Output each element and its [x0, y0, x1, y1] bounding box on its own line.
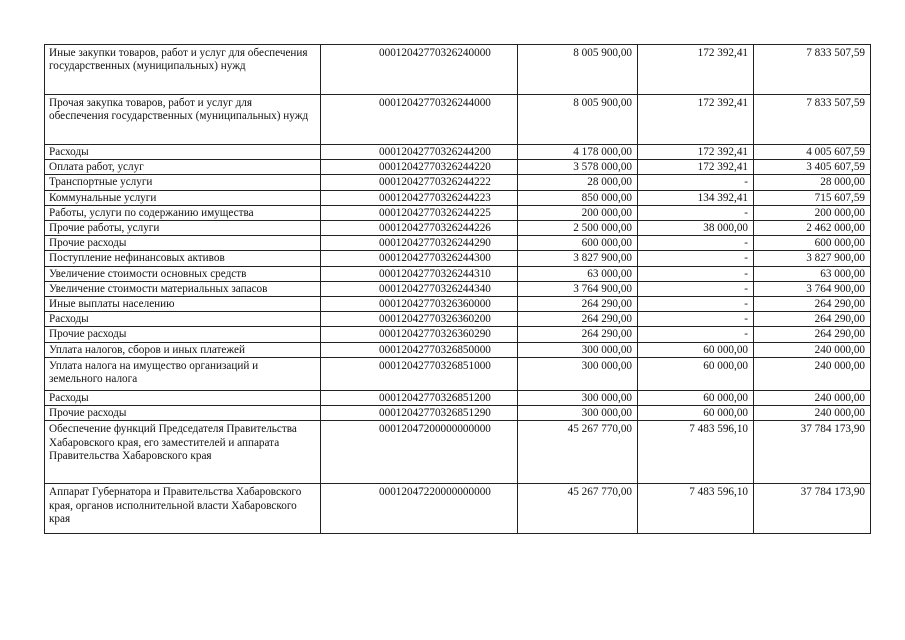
table-row — [45, 95, 871, 145]
row-approved-amount-cell: 8 005 900,00 — [518, 45, 638, 95]
row-approved-amount-cell: 3 764 900,00 — [518, 281, 638, 296]
row-code-cell: 00012042770326244200 — [321, 145, 518, 160]
row-approved-amount-cell: 45 267 770,00 — [518, 484, 638, 534]
table-row — [45, 390, 871, 405]
row-name-cell: Аппарат Губернатора и Правительства Хабаровского края, органов исполнительной власти Хабаровского края — [45, 484, 321, 534]
row-name-cell: Расходы — [45, 145, 321, 160]
row-unexecuted-amount-cell: 600 000,00 — [754, 236, 871, 251]
row-name-cell: Иные закупки товаров, работ и услуг для обеспечения государственных (муниципальных) нужд — [45, 45, 321, 95]
row-executed-amount-cell: 60 000,00 — [638, 357, 754, 390]
row-executed-amount-cell: 38 000,00 — [638, 221, 754, 236]
table-row — [45, 221, 871, 236]
table-row — [45, 342, 871, 357]
row-unexecuted-amount-cell: 3 827 900,00 — [754, 251, 871, 266]
row-code-cell: 00012042770326244300 — [321, 251, 518, 266]
row-code-cell: 00012042770326244220 — [321, 160, 518, 175]
row-code-cell: 00012042770326244000 — [321, 95, 518, 145]
row-unexecuted-amount-cell: 3 764 900,00 — [754, 281, 871, 296]
row-executed-amount-cell: - — [638, 297, 754, 312]
row-name-cell: Поступление нефинансовых активов — [45, 251, 321, 266]
row-approved-amount-cell: 264 290,00 — [518, 312, 638, 327]
row-executed-amount-cell: 172 392,41 — [638, 145, 754, 160]
row-executed-amount-cell: - — [638, 312, 754, 327]
table-row — [45, 327, 871, 342]
row-unexecuted-amount-cell: 37 784 173,90 — [754, 484, 871, 534]
row-unexecuted-amount-cell: 2 462 000,00 — [754, 221, 871, 236]
row-name-cell: Уплата налога на имущество организаций и земельного налога — [45, 357, 321, 390]
row-unexecuted-amount-cell: 28 000,00 — [754, 175, 871, 190]
row-executed-amount-cell: 7 483 596,10 — [638, 421, 754, 484]
row-unexecuted-amount-cell: 240 000,00 — [754, 390, 871, 405]
row-approved-amount-cell: 4 178 000,00 — [518, 145, 638, 160]
row-approved-amount-cell: 300 000,00 — [518, 406, 638, 421]
row-name-cell: Транспортные услуги — [45, 175, 321, 190]
budget-table — [44, 44, 871, 534]
table-row — [45, 357, 871, 390]
table-row — [45, 175, 871, 190]
table-row — [45, 236, 871, 251]
budget-table-body — [45, 45, 871, 534]
table-row — [45, 160, 871, 175]
row-executed-amount-cell: - — [638, 205, 754, 220]
row-unexecuted-amount-cell: 715 607,59 — [754, 190, 871, 205]
row-unexecuted-amount-cell: 240 000,00 — [754, 406, 871, 421]
table-row — [45, 312, 871, 327]
row-name-cell: Прочая закупка товаров, работ и услуг для обеспечения государственных (муниципальных) нужд — [45, 95, 321, 145]
row-code-cell: 00012042770326851200 — [321, 390, 518, 405]
row-code-cell: 00012042770326244310 — [321, 266, 518, 281]
row-code-cell: 00012042770326244223 — [321, 190, 518, 205]
table-row — [45, 251, 871, 266]
row-code-cell: 00012042770326360200 — [321, 312, 518, 327]
row-executed-amount-cell: - — [638, 236, 754, 251]
row-name-cell: Расходы — [45, 312, 321, 327]
row-approved-amount-cell: 300 000,00 — [518, 342, 638, 357]
row-name-cell: Прочие работы, услуги — [45, 221, 321, 236]
row-unexecuted-amount-cell: 240 000,00 — [754, 342, 871, 357]
row-executed-amount-cell: 134 392,41 — [638, 190, 754, 205]
row-executed-amount-cell: 172 392,41 — [638, 160, 754, 175]
row-name-cell: Работы, услуги по содержанию имущества — [45, 205, 321, 220]
row-code-cell: 00012042770326244340 — [321, 281, 518, 296]
row-approved-amount-cell: 28 000,00 — [518, 175, 638, 190]
row-name-cell: Прочие расходы — [45, 327, 321, 342]
row-approved-amount-cell: 2 500 000,00 — [518, 221, 638, 236]
row-code-cell: 00012042770326360000 — [321, 297, 518, 312]
row-name-cell: Оплата работ, услуг — [45, 160, 321, 175]
row-name-cell: Уплата налогов, сборов и иных платежей — [45, 342, 321, 357]
row-name-cell: Коммунальные услуги — [45, 190, 321, 205]
row-executed-amount-cell: 172 392,41 — [638, 95, 754, 145]
row-code-cell: 00012042770326360290 — [321, 327, 518, 342]
row-unexecuted-amount-cell: 200 000,00 — [754, 205, 871, 220]
row-unexecuted-amount-cell: 3 405 607,59 — [754, 160, 871, 175]
table-row — [45, 45, 871, 95]
row-code-cell: 00012042770326240000 — [321, 45, 518, 95]
row-executed-amount-cell: 60 000,00 — [638, 390, 754, 405]
row-code-cell: 00012042770326244226 — [321, 221, 518, 236]
table-row — [45, 205, 871, 220]
row-executed-amount-cell: 172 392,41 — [638, 45, 754, 95]
row-approved-amount-cell: 850 000,00 — [518, 190, 638, 205]
row-approved-amount-cell: 264 290,00 — [518, 297, 638, 312]
row-code-cell: 00012047200000000000 — [321, 421, 518, 484]
row-unexecuted-amount-cell: 264 290,00 — [754, 297, 871, 312]
row-code-cell: 00012042770326244225 — [321, 205, 518, 220]
row-approved-amount-cell: 300 000,00 — [518, 390, 638, 405]
row-code-cell: 00012042770326851000 — [321, 357, 518, 390]
row-executed-amount-cell: - — [638, 327, 754, 342]
row-executed-amount-cell: - — [638, 281, 754, 296]
row-approved-amount-cell: 8 005 900,00 — [518, 95, 638, 145]
row-executed-amount-cell: - — [638, 251, 754, 266]
table-row — [45, 281, 871, 296]
row-code-cell: 00012042770326850000 — [321, 342, 518, 357]
row-executed-amount-cell: 60 000,00 — [638, 406, 754, 421]
row-approved-amount-cell: 600 000,00 — [518, 236, 638, 251]
row-name-cell: Прочие расходы — [45, 236, 321, 251]
table-row — [45, 484, 871, 534]
table-row — [45, 406, 871, 421]
row-unexecuted-amount-cell: 264 290,00 — [754, 312, 871, 327]
table-row — [45, 190, 871, 205]
row-approved-amount-cell: 63 000,00 — [518, 266, 638, 281]
table-row — [45, 421, 871, 484]
row-code-cell: 00012042770326244290 — [321, 236, 518, 251]
table-row — [45, 145, 871, 160]
row-code-cell: 00012042770326851290 — [321, 406, 518, 421]
row-executed-amount-cell: 7 483 596,10 — [638, 484, 754, 534]
row-code-cell: 00012047220000000000 — [321, 484, 518, 534]
row-unexecuted-amount-cell: 4 005 607,59 — [754, 145, 871, 160]
row-code-cell: 00012042770326244222 — [321, 175, 518, 190]
row-approved-amount-cell: 300 000,00 — [518, 357, 638, 390]
row-executed-amount-cell: - — [638, 266, 754, 281]
row-name-cell: Увеличение стоимости основных средств — [45, 266, 321, 281]
row-approved-amount-cell: 45 267 770,00 — [518, 421, 638, 484]
row-name-cell: Прочие расходы — [45, 406, 321, 421]
row-approved-amount-cell: 200 000,00 — [518, 205, 638, 220]
row-unexecuted-amount-cell: 7 833 507,59 — [754, 95, 871, 145]
row-approved-amount-cell: 3 578 000,00 — [518, 160, 638, 175]
row-executed-amount-cell: 60 000,00 — [638, 342, 754, 357]
row-unexecuted-amount-cell: 240 000,00 — [754, 357, 871, 390]
table-row — [45, 266, 871, 281]
row-name-cell: Иные выплаты населению — [45, 297, 321, 312]
row-name-cell: Расходы — [45, 390, 321, 405]
row-executed-amount-cell: - — [638, 175, 754, 190]
row-name-cell: Обеспечение функций Председателя Правительства Хабаровского края, его заместителей и аппарата Правительства Хабаровского края — [45, 421, 321, 484]
row-name-cell: Увеличение стоимости материальных запасов — [45, 281, 321, 296]
row-unexecuted-amount-cell: 7 833 507,59 — [754, 45, 871, 95]
table-row — [45, 297, 871, 312]
row-unexecuted-amount-cell: 264 290,00 — [754, 327, 871, 342]
row-approved-amount-cell: 264 290,00 — [518, 327, 638, 342]
row-approved-amount-cell: 3 827 900,00 — [518, 251, 638, 266]
row-unexecuted-amount-cell: 37 784 173,90 — [754, 421, 871, 484]
row-unexecuted-amount-cell: 63 000,00 — [754, 266, 871, 281]
